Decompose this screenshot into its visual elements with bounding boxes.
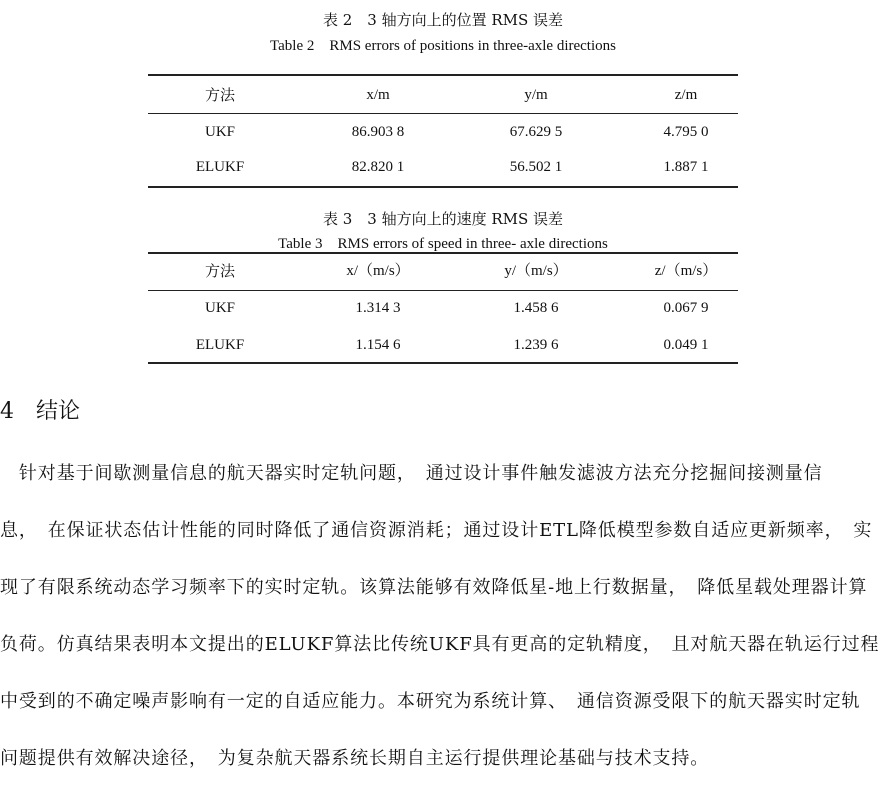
table3-header-row [148, 259, 738, 283]
table3-header-method: 方法 [204, 262, 235, 280]
table2-top-rule [148, 74, 738, 76]
table2-cell-x: 86.903 8 [351, 124, 405, 140]
table3-header-rule [148, 290, 738, 291]
table3-cell-y: 1.239 6 [513, 337, 559, 353]
table3-cell-y: 1.458 6 [513, 300, 559, 316]
table3-header-x: x/（m/s） [346, 263, 410, 279]
table2-header-rule [148, 113, 738, 114]
table3-cell-z: 0.049 1 [663, 337, 709, 353]
table2-cell-method: ELUKF [195, 159, 245, 175]
table-row [148, 333, 738, 357]
table2-header-x: x/m [366, 87, 390, 103]
table2-header-method: 方法 [204, 86, 235, 104]
paragraph-line: 中受到的不确定噪声影响有一定的自适应能力。本研究为系统计算、 通信资源受限下的航天器实时定轨 [0, 690, 861, 712]
table3-header-y: y/（m/s） [504, 263, 568, 279]
table-row [148, 296, 738, 320]
table-row [148, 155, 738, 179]
table2-header-row [148, 83, 738, 107]
table2-caption-en: Table 2 RMS errors of positions in three-axle directions [270, 38, 616, 54]
table2-cell-z: 4.795 0 [663, 124, 709, 140]
table-row [148, 120, 738, 144]
paragraph-line: 问题提供有效解决途径， 为复杂航天器系统长期自主运行提供理论基础与技术支持。 [0, 747, 710, 769]
table2-header-y: y/m [524, 87, 548, 103]
table3-caption-en: Table 3 RMS errors of speed in three- axle directions [278, 236, 608, 252]
table3-cell-method: UKF [204, 300, 235, 316]
table2-cell-method: UKF [204, 124, 235, 140]
paragraph-line: 现了有限系统动态学习频率下的实时定轨。该算法能够有效降低星-地上行数据量， 降低星载处理器计算 [0, 576, 868, 598]
table3-caption-zh: 表 3 3 轴方向上的速度 RMS 误差 [322, 210, 564, 228]
table2-header-z: z/m [674, 87, 698, 103]
section-heading: 4 结论 [0, 399, 80, 424]
table2-cell-z: 1.887 1 [663, 159, 709, 175]
paragraph-line: 负荷。仿真结果表明本文提出的ELUKF算法比传统UKF具有更高的定轨精度， 且对航天器在轨运行过程 [0, 633, 880, 655]
paragraph-line: 针对基于间歇测量信息的航天器实时定轨问题， 通过设计事件触发滤波方法充分挖掘间接测量信 [0, 462, 823, 484]
table2-bottom-rule [148, 186, 738, 188]
table2-cell-y: 56.502 1 [509, 159, 563, 175]
table3-cell-x: 1.314 3 [355, 300, 401, 316]
table3-bottom-rule [148, 362, 738, 364]
paragraph-line: 息， 在保证状态估计性能的同时降低了通信资源消耗；通过设计ETL降低模型参数自适应更新频率， 实 [0, 519, 873, 541]
table2-caption-zh: 表 2 3 轴方向上的位置 RMS 误差 [322, 11, 564, 29]
table3-cell-x: 1.154 6 [355, 337, 401, 353]
conclusion-paragraph [0, 431, 886, 802]
table2-cell-y: 67.629 5 [509, 124, 563, 140]
table3-cell-z: 0.067 9 [663, 300, 709, 316]
table2-cell-x: 82.820 1 [351, 159, 405, 175]
table3-cell-method: ELUKF [195, 337, 245, 353]
table3-header-z: z/（m/s） [654, 263, 718, 279]
table3-top-rule [148, 252, 738, 254]
